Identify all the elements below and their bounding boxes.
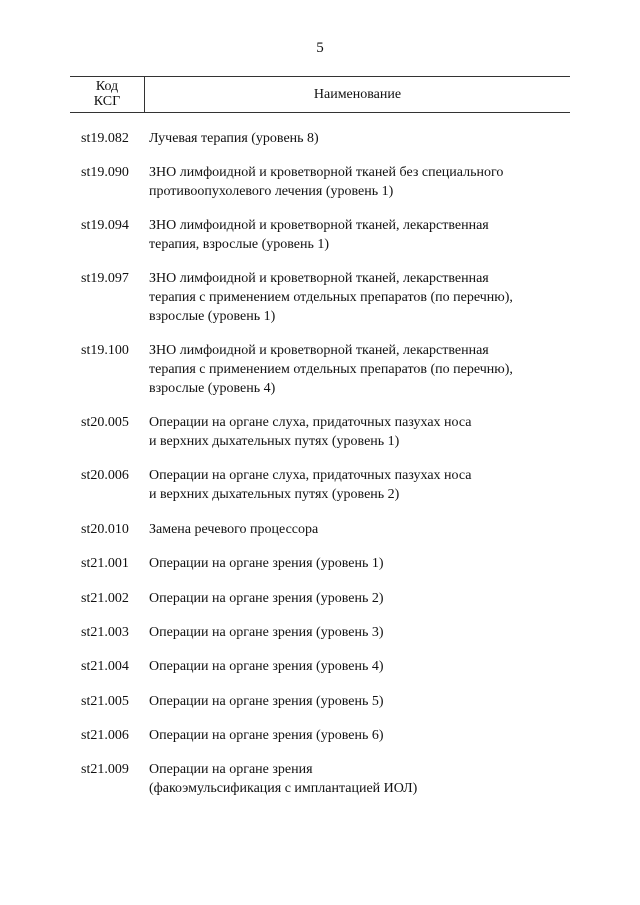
table-row (70, 269, 570, 341)
table-row (70, 692, 570, 726)
row-code: st21.003 (81, 625, 129, 640)
table-body (70, 129, 570, 800)
row-code: st19.097 (81, 271, 129, 286)
table-row (70, 657, 570, 692)
row-name-line: ЗНО лимфоидной и кроветворной тканей, лекарственная (149, 218, 489, 233)
row-name-line: и верхних дыхательных путях (уровень 2) (149, 487, 400, 502)
row-code: st19.082 (81, 131, 129, 146)
row-name-line: ЗНО лимфоидной и кроветворной тканей без специального (149, 165, 504, 180)
row-code: st21.005 (81, 694, 129, 709)
row-code: st21.006 (81, 728, 129, 743)
header-code-column (70, 77, 145, 112)
table-row (70, 760, 570, 800)
row-name (149, 520, 570, 554)
row-name-line: Операции на органе зрения (уровень 6) (149, 728, 384, 743)
row-name (149, 623, 570, 657)
table-row (70, 413, 570, 466)
row-name (149, 657, 570, 692)
row-name-line: (факоэмульсификация с имплантацией ИОЛ) (149, 781, 418, 796)
row-name-line: терапия с применением отдельных препаратов (по перечню), (149, 362, 513, 377)
table-row (70, 520, 570, 554)
row-code: st20.005 (81, 415, 129, 430)
row-name (149, 589, 570, 623)
row-code: st21.009 (81, 762, 129, 777)
row-name-line: Операции на органе слуха, придаточных пазухах носа (149, 468, 472, 483)
row-name-line: Операции на органе зрения (149, 762, 313, 777)
row-code: st21.002 (81, 591, 129, 606)
table-row (70, 589, 570, 623)
row-name (149, 129, 570, 163)
row-name-line: терапия с применением отдельных препаратов (по перечню), (149, 290, 513, 305)
table-row (70, 623, 570, 657)
row-name-line: Операции на органе зрения (уровень 5) (149, 694, 384, 709)
table-row (70, 554, 570, 589)
row-name-line: ЗНО лимфоидной и кроветворной тканей, лекарственная (149, 271, 489, 286)
row-name (149, 726, 570, 760)
row-code: st21.004 (81, 659, 129, 674)
row-name-line: противоопухолевого лечения (уровень 1) (149, 184, 394, 199)
row-name (149, 269, 570, 341)
row-name-line: Операции на органе зрения (уровень 3) (149, 625, 384, 640)
row-name-line: и верхних дыхательных путях (уровень 1) (149, 434, 400, 449)
row-name-line: взрослые (уровень 4) (149, 381, 276, 396)
row-name-line: Операции на органе зрения (уровень 4) (149, 659, 384, 674)
table-row (70, 341, 570, 413)
header-name-column: Наименование (313, 86, 402, 102)
row-code: st19.100 (81, 343, 129, 358)
table-header (70, 76, 570, 113)
row-code: st21.001 (81, 556, 129, 571)
row-name (149, 466, 570, 520)
header-code-line2: КСГ (93, 94, 121, 109)
page-number: 5 (316, 40, 324, 56)
table-row (70, 216, 570, 269)
row-name (149, 413, 570, 466)
row-name (149, 216, 570, 269)
row-code: st19.090 (81, 165, 129, 180)
row-name-line: взрослые (уровень 1) (149, 309, 276, 324)
table-row (70, 726, 570, 760)
row-code: st19.094 (81, 218, 129, 233)
row-name (149, 554, 570, 589)
header-code-line1: Код (95, 79, 119, 94)
row-code: st20.006 (81, 468, 129, 483)
row-name-line: Лучевая терапия (уровень 8) (149, 131, 319, 146)
row-name (149, 692, 570, 726)
table-row (70, 466, 570, 520)
row-name-line: Операции на органе зрения (уровень 1) (149, 556, 384, 571)
row-code: st20.010 (81, 522, 129, 537)
table-row (70, 129, 570, 163)
row-name-line: Замена речевого процессора (149, 522, 319, 537)
row-name-line: Операции на органе слуха, придаточных пазухах носа (149, 415, 472, 430)
row-name (149, 341, 570, 413)
row-name-line: Операции на органе зрения (уровень 2) (149, 591, 384, 606)
table-row (70, 163, 570, 216)
row-name (149, 163, 570, 216)
row-name-line: терапия, взрослые (уровень 1) (149, 237, 330, 252)
row-name (149, 760, 570, 800)
row-name-line: ЗНО лимфоидной и кроветворной тканей, лекарственная (149, 343, 489, 358)
